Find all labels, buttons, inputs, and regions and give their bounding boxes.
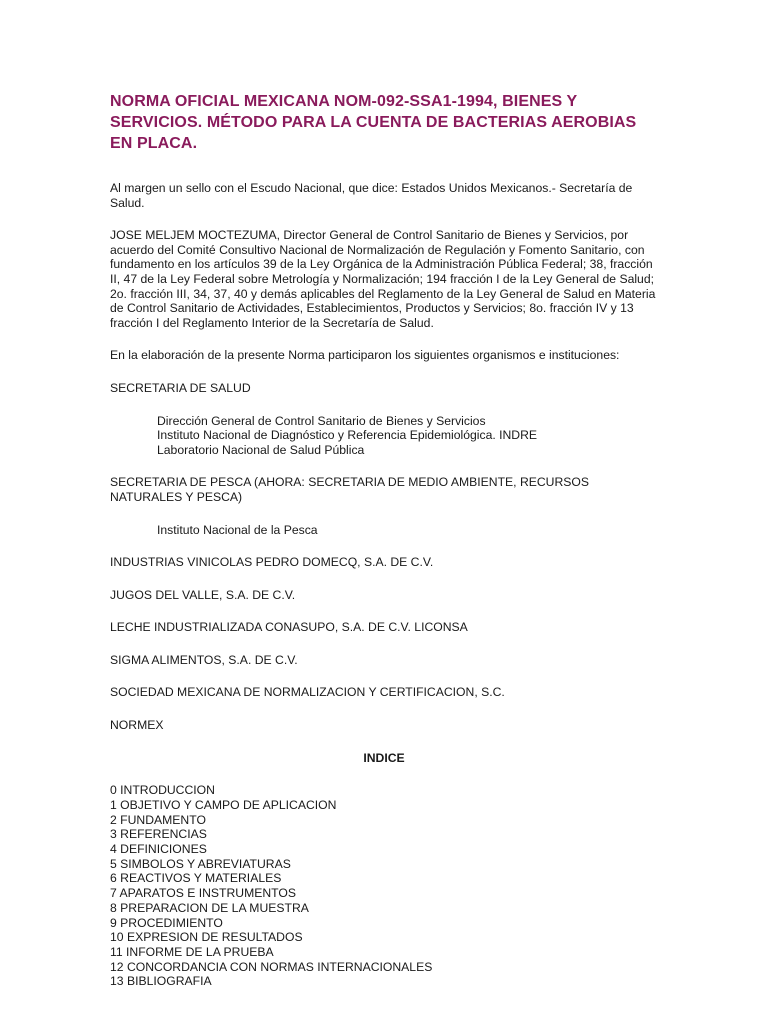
organization-name: SECRETARIA DE PESCA (AHORA: SECRETARIA DE MEDIO AMBIENTE, RECURSOS NATURALES Y PESCA) xyxy=(110,475,590,504)
toc-item: 10 EXPRESION DE RESULTADOS xyxy=(110,930,303,945)
preamble-paragraph: JOSE MELJEM MOCTEZUMA, Director General de Control Sanitario de Bienes y Servicios, por acuerdo del Comité Consultivo Nacional de Normalización de Regulación y Fomento Sanitario, con fundamento en los artículos 39 de la Ley Orgánica de la Administración Pública Federal; 38, fracción II, 47 de la Ley Federal sobre Metrología y Normalización; 194 fracción I de la Ley General de Salud; 2o. fracción III, 34, 37, 40 y demás aplicables del Reglamento de la Ley General de Salud en Materia de Control Sanitario de Actividades, Establecimientos, Productos y Servicios; 8o. fracción IV y 13 fracción I del Reglamento Interior de la Secretaría de Salud. xyxy=(110,228,656,330)
organization-units xyxy=(157,523,658,538)
toc-item: 8 PREPARACION DE LA MUESTRA xyxy=(110,900,309,915)
toc-item: 6 REACTIVOS Y MATERIALES xyxy=(110,871,282,886)
toc-item: 2 FUNDAMENTO xyxy=(110,812,206,827)
toc-item: 5 SIMBOLOS Y ABREVIATURAS xyxy=(110,856,291,871)
organization-units xyxy=(157,414,658,458)
seal-note: Al margen un sello con el Escudo Nacional, que dice: Estados Unidos Mexicanos.- Secretaría de Salud. xyxy=(110,181,633,210)
organization-name: JUGOS DEL VALLE, S.A. DE C.V. xyxy=(110,587,296,602)
table-of-contents xyxy=(110,783,658,989)
organization-name: SIGMA ALIMENTOS, S.A. DE C.V. xyxy=(110,652,298,667)
toc-item: 12 CONCORDANCIA CON NORMAS INTERNACIONALES xyxy=(110,959,433,974)
organization-unit: Instituto Nacional de Diagnóstico y Referencia Epidemiológica. INDRE xyxy=(157,428,538,443)
organization-name: SOCIEDAD MEXICANA DE NORMALIZACION Y CERTIFICACION, S.C. xyxy=(110,685,505,700)
document-title: NORMA OFICIAL MEXICANA NOM-092-SSA1-1994, BIENES Y SERVICIOS. MÉTODO PARA LA CUENTA DE BACTERIAS AEROBIAS EN PLACA. xyxy=(110,93,637,152)
toc-item: 4 DEFINICIONES xyxy=(110,842,207,857)
toc-item: 3 REFERENCIAS xyxy=(110,827,207,842)
organization-block xyxy=(110,381,658,457)
toc-item: 9 PROCEDIMIENTO xyxy=(110,915,223,930)
participants-intro: En la elaboración de la presente Norma participaron los siguientes organismos e instituciones: xyxy=(110,348,620,363)
index-heading: INDICE xyxy=(363,750,405,765)
organization-unit: Dirección General de Control Sanitario de Bienes y Servicios xyxy=(157,413,486,428)
organization-unit: Laboratorio Nacional de Salud Pública xyxy=(157,442,365,457)
organization-unit: Instituto Nacional de la Pesca xyxy=(157,522,318,537)
organization-name: NORMEX xyxy=(110,718,164,733)
organization-name: LECHE INDUSTRIALIZADA CONASUPO, S.A. DE C.V. LICONSA xyxy=(110,620,468,635)
toc-item: 1 OBJETIVO Y CAMPO DE APLICACION xyxy=(110,797,337,812)
toc-item: 0 INTRODUCCION xyxy=(110,783,215,798)
toc-item: 11 INFORME DE LA PRUEBA xyxy=(110,944,274,959)
organization-block xyxy=(110,475,658,537)
toc-item: 13 BIBLIOGRAFIA xyxy=(110,974,212,989)
organization-name: INDUSTRIAS VINICOLAS PEDRO DOMECQ, S.A. DE C.V. xyxy=(110,555,434,570)
document-page xyxy=(110,91,658,989)
toc-item: 7 APARATOS E INSTRUMENTOS xyxy=(110,886,297,901)
organization-name: SECRETARIA DE SALUD xyxy=(110,380,251,395)
